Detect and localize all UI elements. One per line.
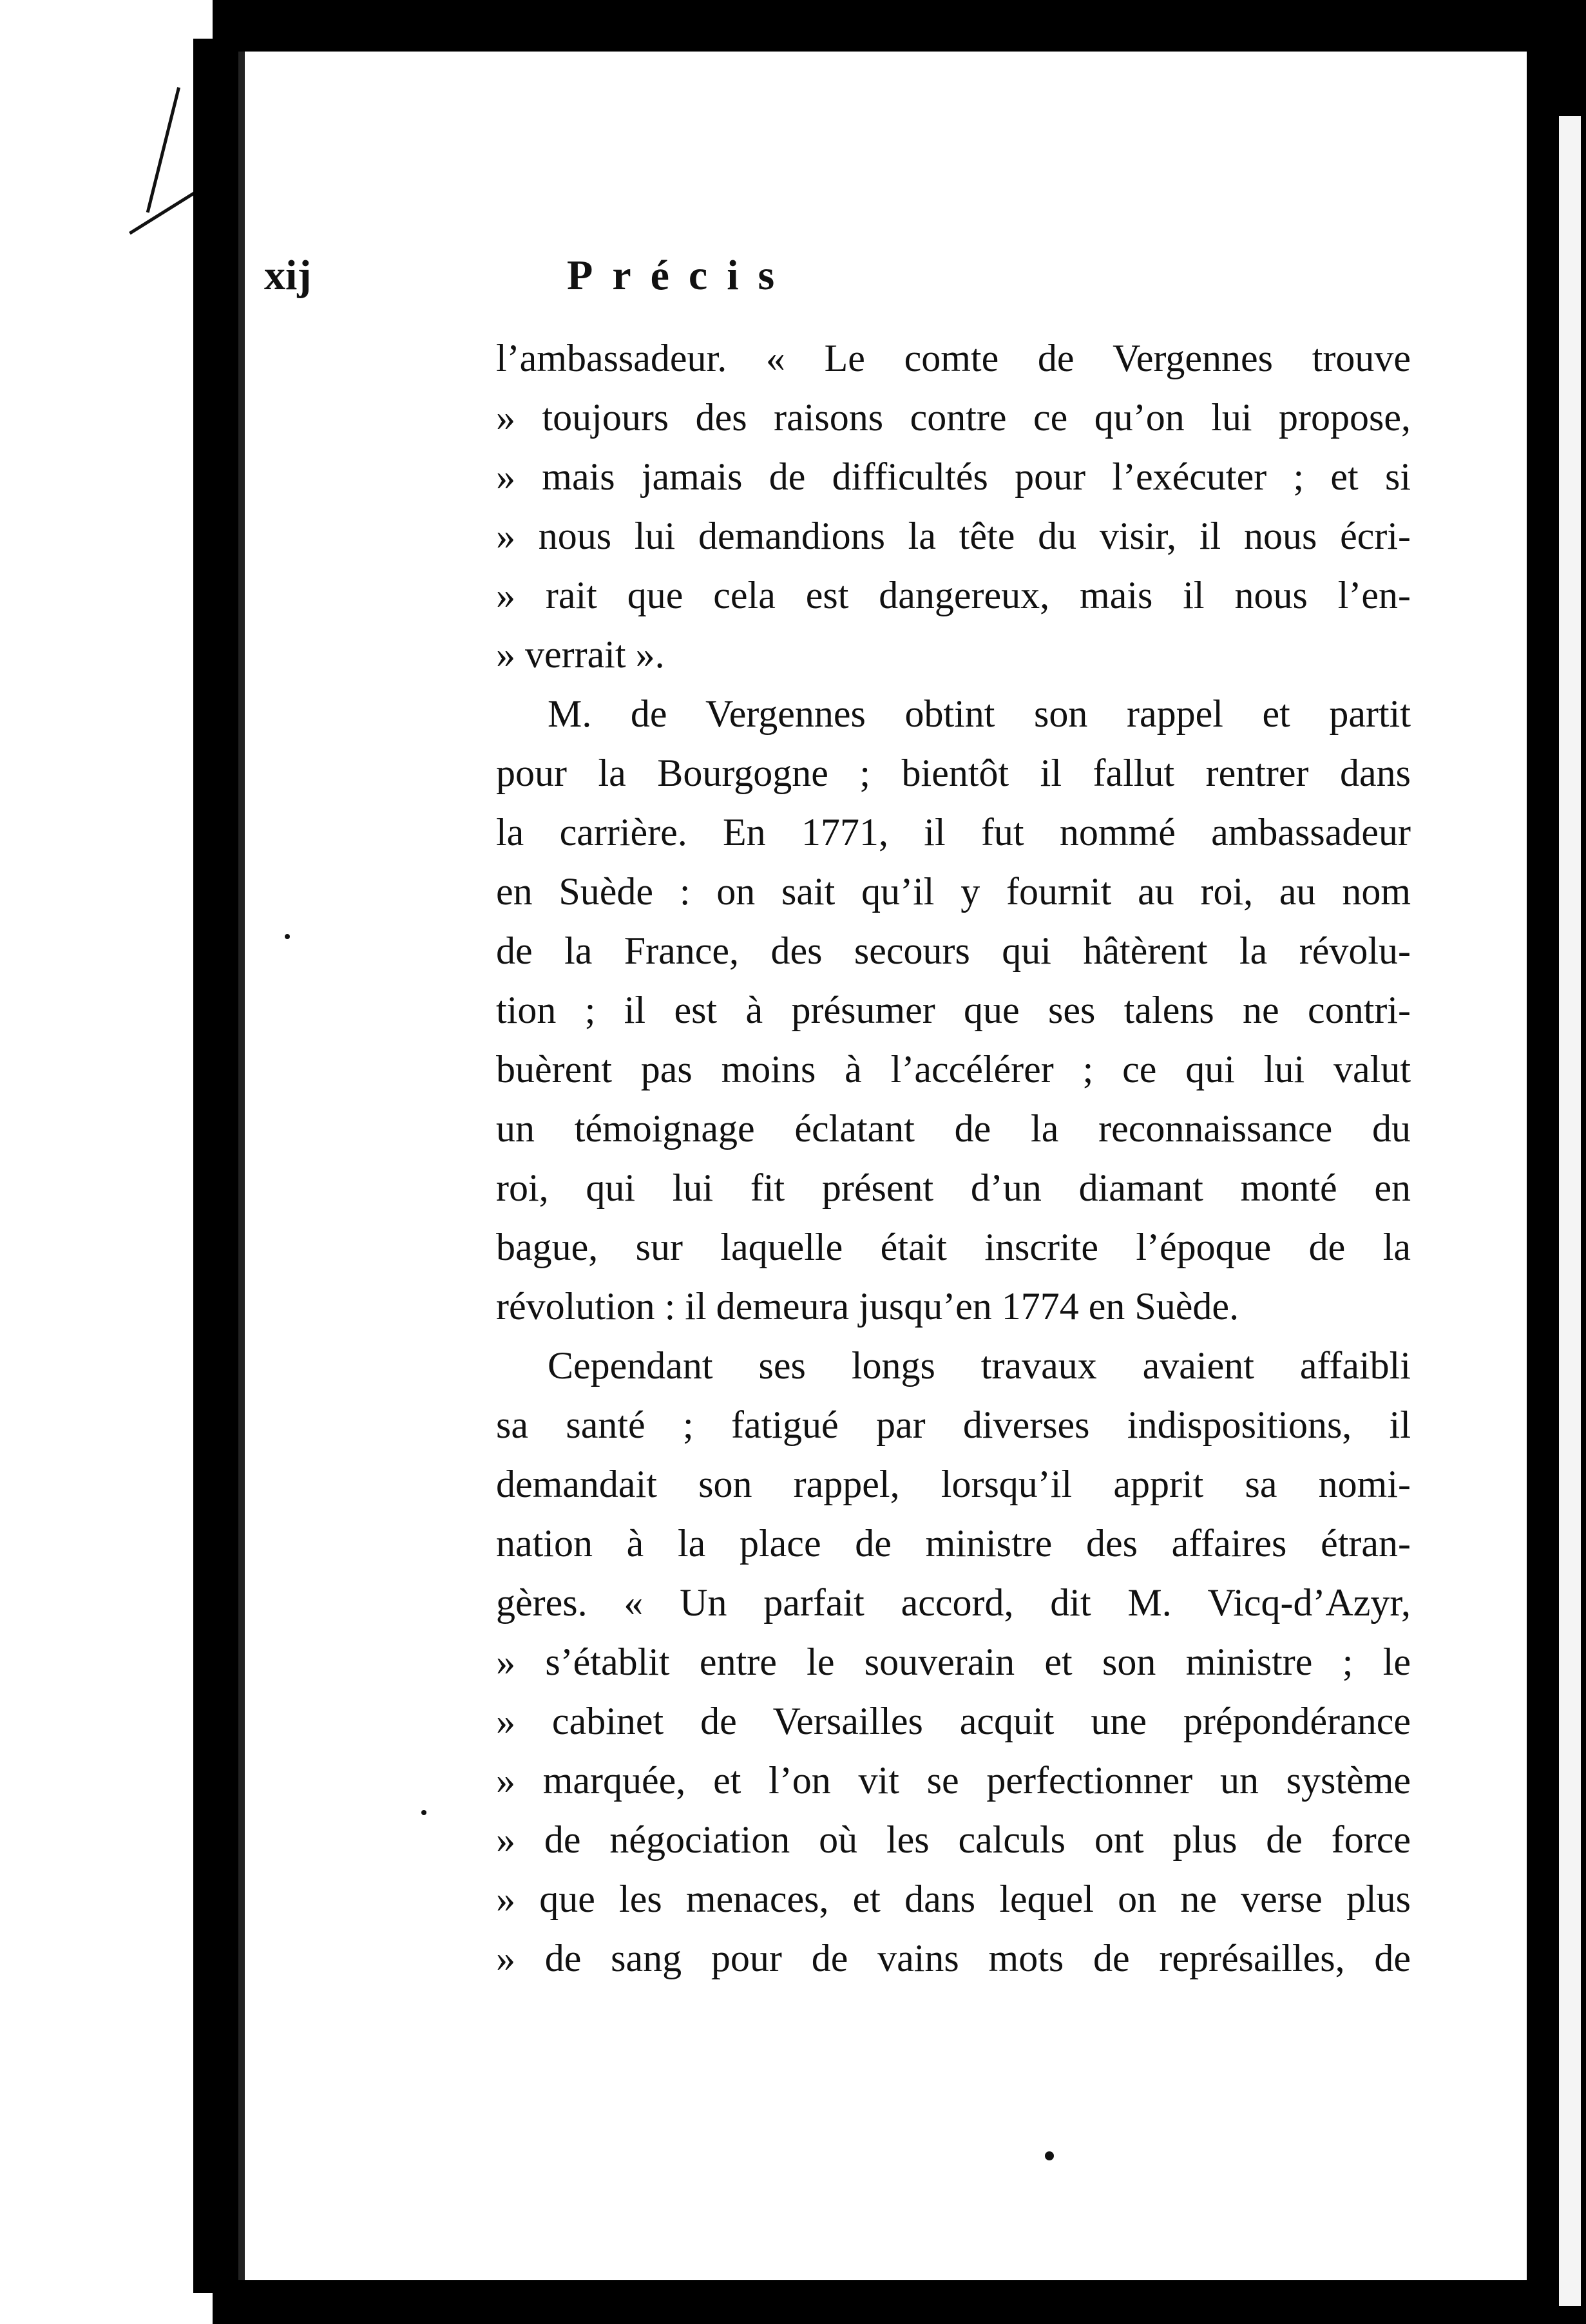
text-line: bague, sur laquelle était inscrite l’époque de la <box>496 1226 1411 1268</box>
ink-speck <box>285 934 290 939</box>
text-line: » verrait ». <box>496 633 665 676</box>
ink-speck <box>421 1810 426 1815</box>
page-header <box>264 251 1102 316</box>
next-page-sliver <box>1559 116 1581 2306</box>
text-line: » de négociation où les calculs ont plus de force <box>496 1818 1411 1861</box>
page-number: xij <box>264 252 312 299</box>
text-line: » cabinet de Versailles acquit une prépondérance <box>496 1700 1411 1742</box>
text-line: en Suède : on sait qu’il y fournit au roi, au nom <box>496 870 1411 913</box>
text-line: buèrent pas moins à l’accélérer ; ce qui lui valut <box>496 1048 1411 1091</box>
book-binding-shadow <box>193 39 232 2293</box>
text-line: » que les menaces, et dans lequel on ne verse plus <box>496 1878 1411 1920</box>
text-line: la carrière. En 1771, il fut nommé ambassadeur <box>496 811 1411 853</box>
body-text <box>496 329 1411 1988</box>
text-line: sa santé ; fatigué par diverses indispositions, il <box>496 1404 1411 1446</box>
ink-speck <box>1045 2151 1054 2160</box>
text-line: gères. « Un parfait accord, dit M. Vicq-d’Azyr, <box>496 1581 1411 1624</box>
text-line: » de sang pour de vains mots de représailles, de <box>496 1937 1411 1979</box>
text-line: » mais jamais de difficultés pour l’exécuter ; et si <box>496 455 1411 498</box>
running-title: Précis <box>567 252 794 299</box>
text-line: nation à la place de ministre des affaires étran- <box>496 1522 1411 1565</box>
text-line: » s’établit entre le souverain et son ministre ; le <box>496 1641 1411 1683</box>
text-line: pour la Bourgogne ; bientôt il fallut rentrer dans <box>496 752 1411 794</box>
text-line: M. de Vergennes obtint son rappel et partit <box>548 692 1411 735</box>
text-line: tion ; il est à présumer que ses talens ne contri- <box>496 989 1411 1031</box>
text-line: » rait que cela est dangereux, mais il nous l’en- <box>496 574 1411 616</box>
right-page-edge <box>1527 39 1586 2324</box>
left-margin-gutter <box>0 0 213 2324</box>
text-line: demandait son rappel, lorsqu’il apprit sa nomi- <box>496 1463 1411 1505</box>
text-line: » nous lui demandions la tête du visir, il nous écri- <box>496 515 1411 557</box>
text-line: » toujours des raisons contre ce qu’on lui propose, <box>496 396 1411 439</box>
text-line: de la France, des secours qui hâtèrent la révolu- <box>496 929 1411 972</box>
text-line: » marquée, et l’on vit se perfectionner un système <box>496 1759 1411 1802</box>
text-line: révolution : il demeura jusqu’en 1774 en Suède. <box>496 1285 1239 1328</box>
text-line: l’ambassadeur. « Le comte de Vergennes trouve <box>496 337 1411 379</box>
text-line: roi, qui lui fit présent d’un diamant monté en <box>496 1167 1411 1209</box>
text-line: un témoignage éclatant de la reconnaissance du <box>496 1107 1411 1150</box>
text-line: Cependant ses longs travaux avaient affaibli <box>548 1344 1411 1387</box>
